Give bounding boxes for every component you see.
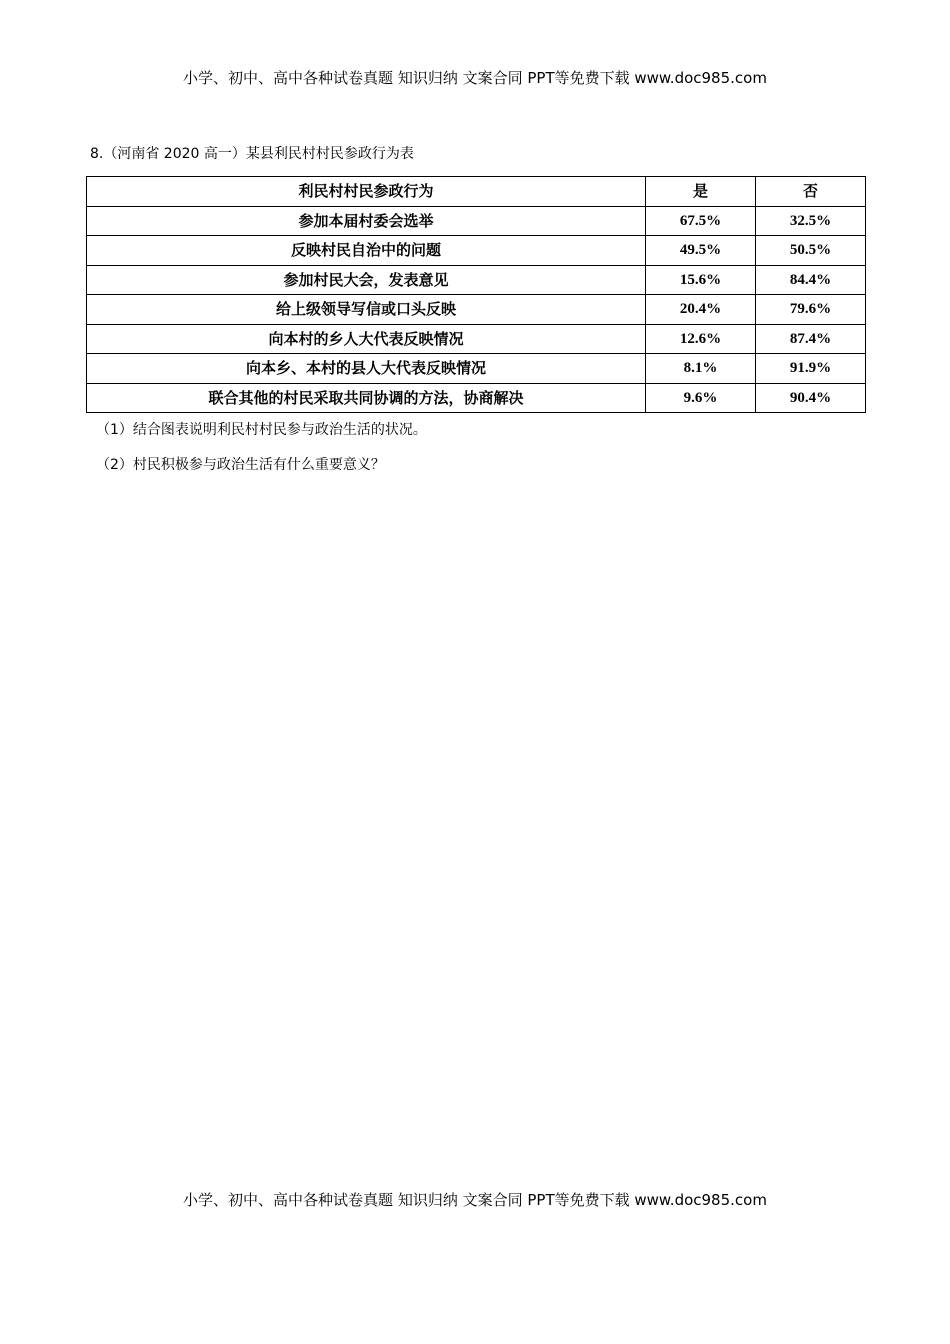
row-label: 参加本届村委会选举 <box>87 206 646 236</box>
row-no-value: 79.6% <box>756 295 866 325</box>
row-yes-value: 20.4% <box>646 295 756 325</box>
row-no-value: 91.9% <box>756 354 866 384</box>
table-header-row <box>87 177 866 207</box>
table-row <box>87 324 866 354</box>
row-label: 联合其他的村民采取共同协调的方法，协商解决 <box>87 383 646 413</box>
row-yes-value: 9.6% <box>646 383 756 413</box>
row-label: 向本村的乡人大代表反映情况 <box>87 324 646 354</box>
row-yes-value: 67.5% <box>646 206 756 236</box>
table-row <box>87 236 866 266</box>
row-no-value: 87.4% <box>756 324 866 354</box>
row-label: 向本乡、本村的县人大代表反映情况 <box>87 354 646 384</box>
row-label: 反映村民自治中的问题 <box>87 236 646 266</box>
participation-table <box>86 176 866 413</box>
question-title: 8.（河南省 2020 高一）某县利民村村民参政行为表 <box>90 146 414 162</box>
row-label: 给上级领导写信或口头反映 <box>87 295 646 325</box>
sub-question-1: （1）结合图表说明利民村村民参与政治生活的状况。 <box>96 422 427 438</box>
page-footer: 小学、初中、高中各种试卷真题 知识归纳 文案合同 PPT等免费下载 www.doc985.com <box>183 1191 767 1209</box>
column-header-yes: 是 <box>646 177 756 207</box>
row-yes-value: 8.1% <box>646 354 756 384</box>
row-yes-value: 15.6% <box>646 265 756 295</box>
table-row <box>87 354 866 384</box>
table-row <box>87 295 866 325</box>
row-no-value: 32.5% <box>756 206 866 236</box>
column-header-behavior: 利民村村民参政行为 <box>87 177 646 207</box>
sub-question-2: （2）村民积极参与政治生活有什么重要意义？ <box>96 457 385 473</box>
row-no-value: 50.5% <box>756 236 866 266</box>
column-header-no: 否 <box>756 177 866 207</box>
row-no-value: 90.4% <box>756 383 866 413</box>
page-header: 小学、初中、高中各种试卷真题 知识归纳 文案合同 PPT等免费下载 www.doc985.com <box>183 69 767 87</box>
row-no-value: 84.4% <box>756 265 866 295</box>
row-yes-value: 12.6% <box>646 324 756 354</box>
table-row <box>87 383 866 413</box>
row-label: 参加村民大会，发表意见 <box>87 265 646 295</box>
table-row <box>87 206 866 236</box>
table-row <box>87 265 866 295</box>
row-yes-value: 49.5% <box>646 236 756 266</box>
